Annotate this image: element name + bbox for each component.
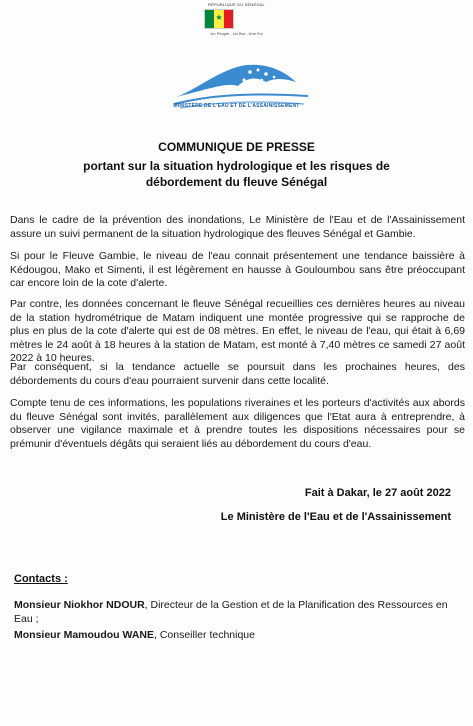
contacts-heading: Contacts : — [14, 573, 68, 585]
paragraph: Si pour le Fleuve Gambie, le niveau de l'eau connait présentement une tendance baissière à Kédougou, Mako et Simenti, il est légèrement en hausse à Gouloumbou sans être préoccupant car encore loin de la cote d'alerte. — [10, 250, 465, 289]
senegal-flag-icon: ★ — [204, 9, 234, 29]
contact-role: , Conseiller technique — [154, 629, 255, 641]
document-subtitle: portant sur la situation hydrologique et les risques de débordement du fleuve Sénégal — [83, 159, 390, 189]
paragraph: Dans le cadre de la prévention des inondations, Le Ministère de l'Eau et de l'Assainissement assure un suivi permanent de la situation hydrologique des fleuves Sénégal et Gambie. — [10, 214, 465, 240]
republic-label: RÉPUBLIQUE DU SÉNÉGAL — [208, 2, 265, 7]
paragraph: Compte tenu de ces informations, les populations riveraines et les porteurs d'activités aux abords du fleuve Sénégal sont invités, parallèlement aux diligences que l'Etat aura à entreprendre, à observer une vigilance maximale et à prendre toutes les dispositions nécessaires pour se prémunir d'éventuels dégâts qui seraient liés au débordement du cours d'eau. — [10, 397, 465, 450]
contact-item — [14, 598, 464, 626]
signatory: Le Ministère de l'Eau et de l'Assainissement — [220, 511, 451, 523]
place-date: Fait à Dakar, le 27 août 2022 — [304, 487, 451, 499]
document-title: COMMUNIQUE DE PRESSE — [158, 140, 315, 154]
national-motto: Un Peuple - Un But - Une Foi — [210, 31, 263, 36]
contact-name: Monsieur Mamoudou WANE — [14, 629, 154, 641]
paragraph: Par contre, les données concernant le fleuve Sénégal recueillies ces dernières heures au niveau de la station hydrométrique de Matam indiquent une montée progressive qui se rapproche de plus en plus de la cote d'alerte qui est de 08 mètres. En effet, le niveau de l'eau, qui était à 6,69 mètres le 24 août à 18 heures à la station de Matam, est monté à 7,40 mètres ce samedi 27 août 2022 à 10 heures. — [10, 298, 465, 364]
contact-role: , Directeur de la Gestion et de la Planification des Ressources en Eau ; — [14, 599, 448, 625]
contact-item — [14, 628, 464, 642]
ministry-name: MINISTÈRE DE L'EAU ET DE L'ASSAINISSEMENT — [173, 103, 300, 109]
contact-name: Monsieur Niokhor NDOUR — [14, 599, 145, 611]
paragraph: Par conséquent, si la tendance actuelle se poursuit dans les prochaines heures, des débordements du cours d'eau pourraient survenir dans cette localité. — [10, 361, 465, 387]
